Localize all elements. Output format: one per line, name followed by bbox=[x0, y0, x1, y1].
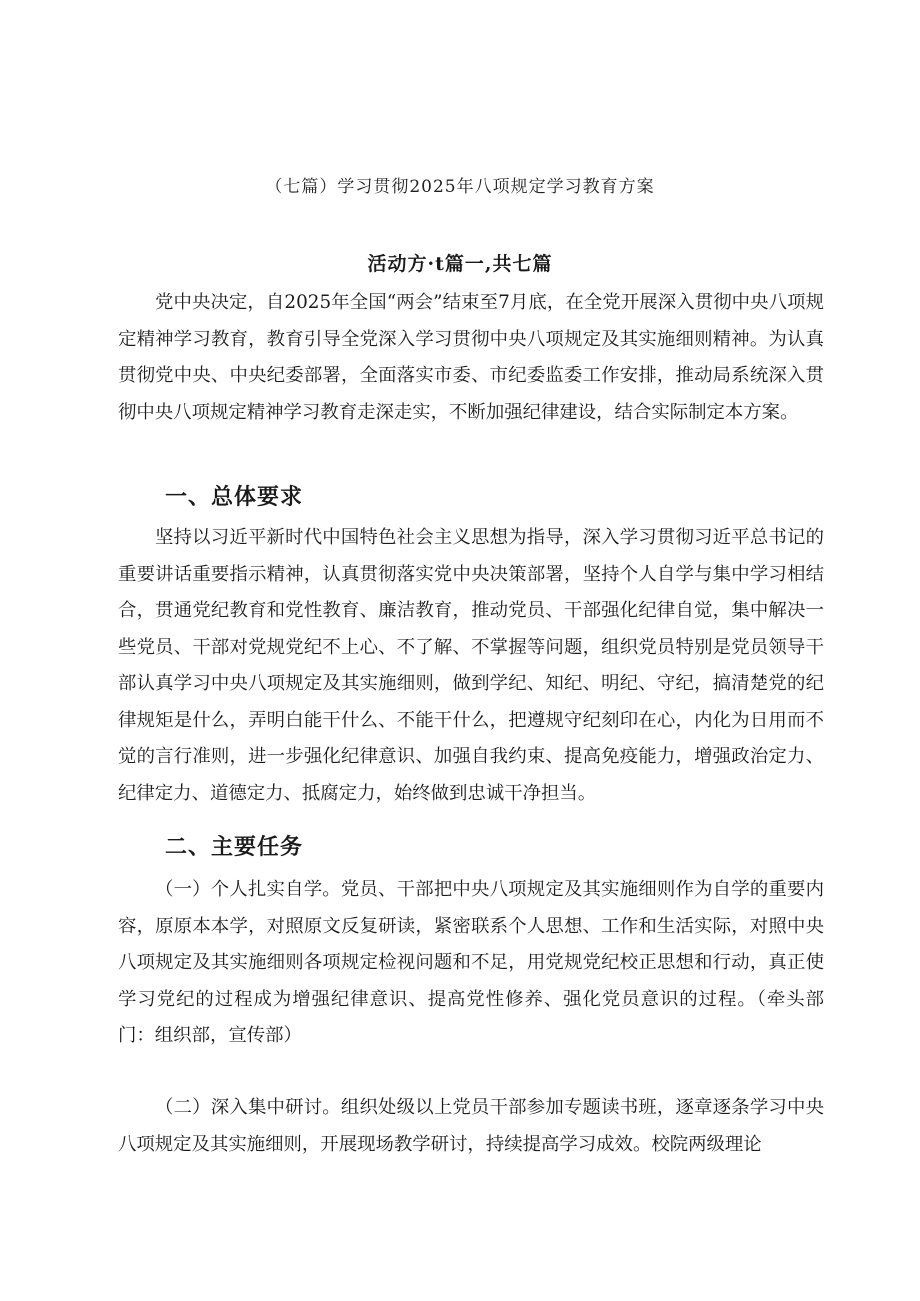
section2-heading: 二、主要任务 bbox=[165, 835, 304, 860]
document-subtitle: 活动方·t篇一,共七篇 bbox=[367, 253, 553, 275]
intro-paragraph: 党中央决定，自2025年全国“两会”结束至7月底，在全党开展深入贯彻中央八项规定精神学习教育，教育引导全党深入学习贯彻中央八项规定及其实施细则精神。为认真贯彻党中央、中央纪委部署，全面落实市委、市纪委监委工作安排，推动局系统深入贯彻中央八项规定精神学习教育走深走实，不断加强纪律建设，结合实际制定本方案。 bbox=[118, 292, 824, 423]
section2-item2-paragraph: （二）深入集中研讨。组织处级以上党员干部参加专题读书班，逐章逐条学习中央八项规定及其实施细则，开展现场教学研讨，持续提高学习成效。校院两级理论 bbox=[118, 1097, 824, 1155]
section1-heading: 一、总体要求 bbox=[165, 485, 304, 510]
section2-item1-paragraph: （一）个人扎实自学。党员、干部把中央八项规定及其实施细则作为自学的重要内容，原原本本学，对照原文反复研读，紧密联系个人思想、工作和生活实际，对照中央八项规定及其实施细则各项规定检视问题和不足，用党规党纪校正思想和行动，真正使学习党纪的过程成为增强纪律意识、提高党性修养、强化党员意识的过程。（牵头部门：组织部，宣传部） bbox=[118, 879, 824, 1046]
document-title: （七篇）学习贯彻2025年八项规定学习教育方案 bbox=[265, 177, 655, 197]
section1-paragraph: 坚持以习近平新时代中国特色社会主义思想为指导，深入学习贯彻习近平总书记的重要讲话重要指示精神，认真贯彻落实党中央决策部署，坚持个人自学与集中学习相结合，贯通党纪教育和党性教育、廉洁教育，推动党员、干部强化纪律自觉，集中解决一些党员、干部对党规党纪不上心、不了解、不掌握等问题，组织党员特别是党员领导干部认真学习中央八项规定及其实施细则，做到学纪、知纪、明纪、守纪，搞清楚党的纪律规矩是什么，弄明白能干什么、不能干什么，把遵规守纪刻印在心，内化为日用而不觉的言行准则，进一步强化纪律意识、加强自我约束、提高免疫能力，增强政治定力、纪律定力、道德定力、抵腐定力，始终做到忠诚干净担当。 bbox=[118, 527, 824, 804]
